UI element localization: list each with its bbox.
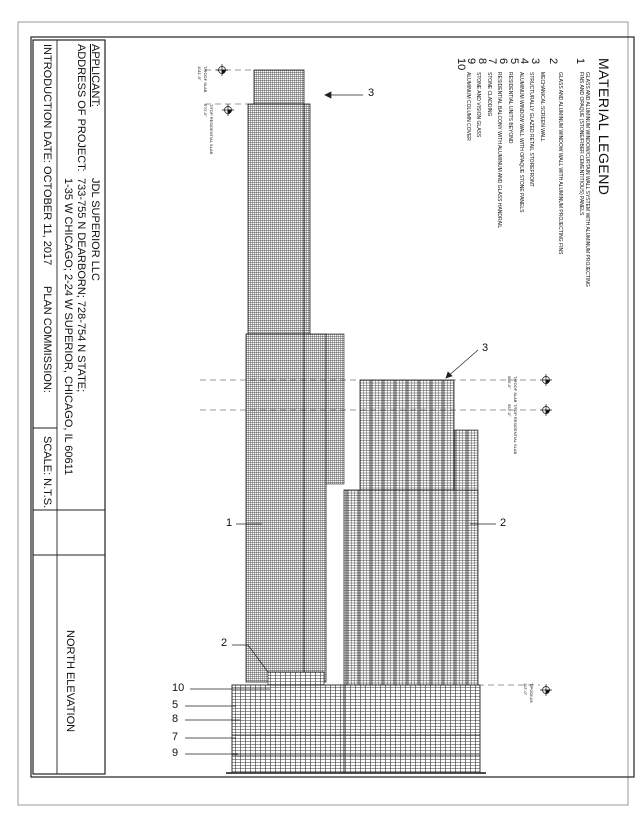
callout-3-mid: 3 <box>482 342 489 354</box>
applicant-value-text: JDL SUPERIOR LLC <box>89 178 101 281</box>
callout-5: 5 <box>172 699 179 711</box>
level-podium-val: 112'-0" <box>523 683 528 696</box>
sheet-title <box>64 630 76 732</box>
level-tall-top-name: T/TOP RESIDENTIAL SLAB <box>209 104 214 155</box>
callout-2-left: 2 <box>221 637 228 649</box>
address-line2 <box>62 178 74 475</box>
plan-commission <box>41 286 53 393</box>
sheet-title-text: NORTH ELEVATION <box>64 630 76 733</box>
legend-item-text: STONE AND VISION GLASS <box>475 72 482 138</box>
legend-item-number: 3 <box>528 58 541 65</box>
level-short-roof-val: 588'-0" <box>507 376 512 389</box>
callout-3-top: 3 <box>368 87 375 99</box>
level-podium-name: T/PODIUM <box>529 683 534 703</box>
legend-item-number: 1 <box>574 58 586 65</box>
callout-7: 7 <box>172 731 179 743</box>
legend-item-text: STONE CLADDING <box>485 72 492 117</box>
level-tall-roof-val: 1011'-0" <box>197 66 202 81</box>
applicant-label <box>89 44 101 107</box>
address-label-text: ADDRESS OF PROJECT: <box>75 44 87 172</box>
callout-1: 1 <box>226 517 233 529</box>
legend-item-number: 10 <box>454 58 467 71</box>
legend-item-number: 6 <box>497 58 509 65</box>
intro-date <box>41 44 53 265</box>
scale <box>41 436 53 508</box>
legend-title-text: MATERIAL LEGEND <box>596 58 612 196</box>
applicant-label-text: APPLICANT: <box>89 44 101 107</box>
legend-item-text: RESIDENTIAL BALCONY WITH ALUMINUM AND GLASS HANDRAIL <box>496 72 503 229</box>
legend-item-number: 9 <box>465 58 478 65</box>
legend-item-number: 5 <box>507 58 520 65</box>
legend-item-number: 7 <box>486 58 499 65</box>
callout-8: 8 <box>172 713 179 725</box>
plan-commission-text: PLAN COMMISSION: <box>41 286 53 393</box>
legend-item-text: STRUCTURALLY GLAZED RETAIL STOREFRONT <box>528 72 535 187</box>
scale-text: SCALE: N.T.S. <box>41 436 53 509</box>
legend-item-text: ALUMINUM COLUMN COVER <box>464 72 471 141</box>
address-line1 <box>75 178 87 392</box>
level-short-top-name: T/TOP RESIDENTIAL SLAB <box>513 404 518 455</box>
callout-9: 9 <box>172 747 179 759</box>
legend-item-number: 4 <box>518 58 531 65</box>
legend-item-number: 2 <box>547 58 560 65</box>
legend-item-text: RESIDENTIAL UNITS BEYOND <box>507 72 513 144</box>
applicant-value <box>89 178 101 281</box>
level-tall-top-val: 970'-0" <box>203 104 208 117</box>
legend-item-text: ALUMINUM WINDOW WALL WITH OPAQUE STONE PANELS <box>517 72 524 213</box>
intro-date-text: INTRODUCTION DATE: OCTOBER 11, 2017 <box>41 44 53 266</box>
callout-10: 10 <box>172 682 185 694</box>
level-short-roof-name: T/ROOF SLAB <box>513 376 518 403</box>
level-tall-roof-name: T/ROOF SLAB <box>203 66 208 93</box>
address-line1-text: 733-755 N DEARBORN; 728-754 N STATE; <box>75 178 87 393</box>
legend-item-number: 8 <box>475 58 488 65</box>
address-label <box>75 44 87 172</box>
address-line2-text: 1-35 W CHICAGO; 2-24 W SUPERIOR, CHICAGO, IL 60611 <box>62 178 74 476</box>
legend-item-text: GLASS AND ALUMINUM WINDOW WALL WITH ALUMINUM PROJECTING FINS <box>557 72 564 255</box>
legend-item-text: MECHANICAL SCREEN WALL <box>538 72 545 142</box>
callout-2-right: 2 <box>500 517 507 529</box>
level-short-top-val: 552'-0" <box>507 404 512 417</box>
legend-item-text: GLASS AND ALUMINUM WINDOW/CURTAIN WALL SYSTEM WITH ALUMINUM PROJECTING FINS AND OPAQUE (STONE/FIBER CEMENTITIOUS) PANELS <box>578 72 590 287</box>
